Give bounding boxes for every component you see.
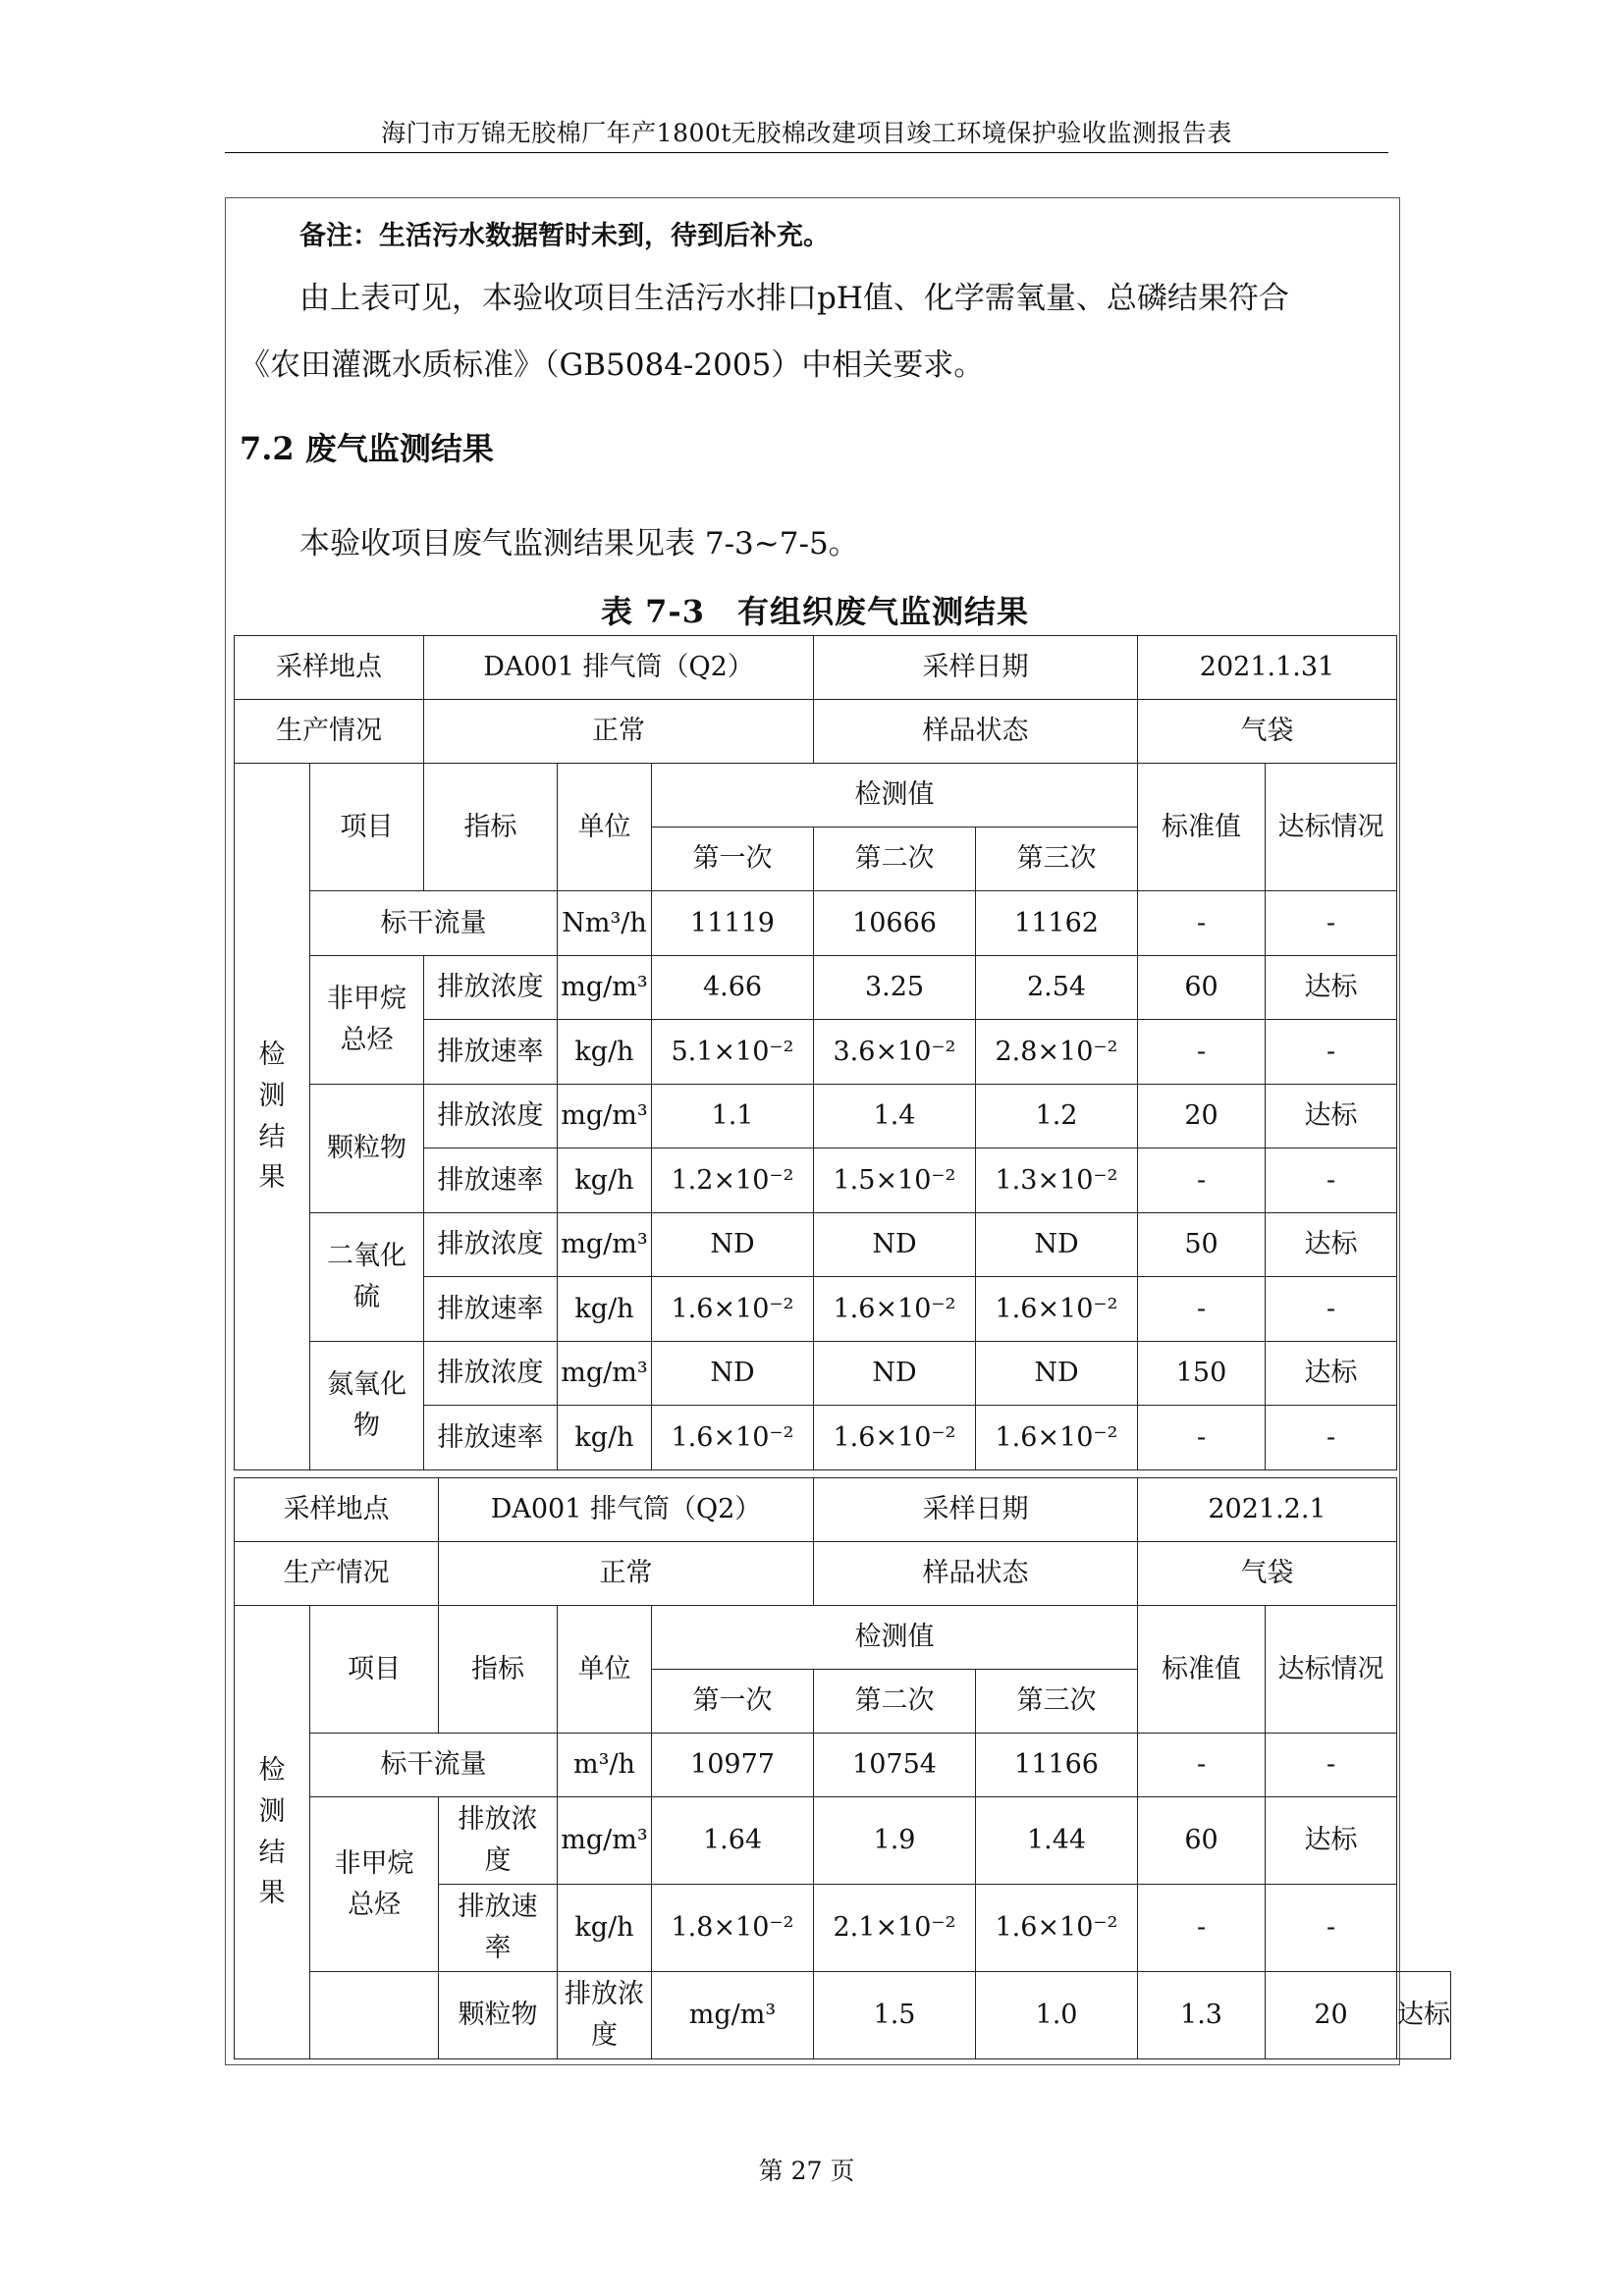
cell-v2: 1.6×10⁻² <box>814 1277 976 1342</box>
results-table-2 <box>234 1477 1451 2059</box>
table-row <box>235 1213 1397 1277</box>
empty-cell <box>310 1972 439 2059</box>
cell-v3: 11166 <box>976 1734 1138 1797</box>
date-label: 采样日期 <box>814 636 1138 700</box>
page-header: 海门市万锦无胶棉厂年产1800t无胶棉改建项目竣工环境保护验收监测报告表 <box>381 119 1232 147</box>
index-rate: 排放速率 <box>424 1277 558 1342</box>
pollutant-name: 非甲烷 总烃 <box>310 956 424 1085</box>
index-conc: 排放浓 度 <box>439 1797 558 1885</box>
header-rule <box>225 152 1388 153</box>
cell-v3: 1.2 <box>976 1085 1138 1148</box>
cell-v3: 1.6×10⁻² <box>976 1277 1138 1342</box>
cell-v1: 1.5 <box>814 1972 976 2059</box>
cell-v2: 1.0 <box>976 1972 1138 2059</box>
date-value: 2021.1.31 <box>1138 636 1397 700</box>
cell-std: - <box>1138 1277 1266 1342</box>
pollutant-name: 颗粒物 <box>439 1972 558 2059</box>
cell-v1: 1.64 <box>652 1797 814 1885</box>
index-header: 指标 <box>439 1606 558 1734</box>
sample-state-value: 气袋 <box>1138 1542 1397 1606</box>
index-conc: 排放浓度 <box>424 1342 558 1406</box>
cell-comply: 达标 <box>1266 956 1397 1020</box>
cell-std: - <box>1138 1020 1266 1085</box>
cell-v1: 1.8×10⁻² <box>652 1885 814 1972</box>
cell-comply: 达标 <box>1266 1213 1397 1277</box>
cell-v3: ND <box>976 1213 1138 1277</box>
cell-unit: mg/m³ <box>558 956 652 1020</box>
flow-label: 标干流量 <box>310 1734 558 1797</box>
pollutant-name: 非甲烷 总烃 <box>310 1797 439 1972</box>
index-conc: 排放浓度 <box>424 1213 558 1277</box>
cell-std: - <box>1138 1406 1266 1470</box>
cell-unit: kg/h <box>558 1885 652 1972</box>
site-value: DA001 排气筒（Q2） <box>439 1478 814 1542</box>
third-header: 第三次 <box>976 828 1138 891</box>
cell-unit: mg/m³ <box>558 1213 652 1277</box>
cell-unit: m³/h <box>558 1734 652 1797</box>
cell-v2: 3.25 <box>814 956 976 1020</box>
cell-unit: mg/m³ <box>558 1085 652 1148</box>
cell-std: 50 <box>1138 1213 1266 1277</box>
third-header: 第三次 <box>976 1670 1138 1734</box>
cell-v1: 10977 <box>652 1734 814 1797</box>
cell-v3: 2.8×10⁻² <box>976 1020 1138 1085</box>
site-value: DA001 排气筒（Q2） <box>424 636 814 700</box>
cell-unit: kg/h <box>558 1277 652 1342</box>
unit-header: 单位 <box>558 764 652 891</box>
first-header: 第一次 <box>652 828 814 891</box>
index-rate: 排放速率 <box>424 1020 558 1085</box>
cell-std: - <box>1138 891 1266 956</box>
cell-v3: 1.44 <box>976 1797 1138 1885</box>
cell-v2: 10666 <box>814 891 976 956</box>
standard-header: 标准值 <box>1138 764 1266 891</box>
cell-comply: - <box>1266 1734 1397 1797</box>
cell-comply: - <box>1266 1406 1397 1470</box>
measured-header: 检测值 <box>652 1606 1138 1670</box>
paragraph-2: 《农田灌溉水质标准》（GB5084-2005）中相关要求。 <box>240 347 985 383</box>
unit-header: 单位 <box>558 1606 652 1734</box>
flow-label: 标干流量 <box>310 891 558 956</box>
section-heading: 7.2 废气监测结果 <box>240 430 494 467</box>
cell-std: - <box>1138 1148 1266 1213</box>
table-row <box>235 956 1397 1020</box>
cell-v2: 2.1×10⁻² <box>814 1885 976 1972</box>
index-rate: 排放速率 <box>424 1148 558 1213</box>
site-label: 采样地点 <box>235 1478 439 1542</box>
cell-v1: 1.1 <box>652 1085 814 1148</box>
cell-v1: 4.66 <box>652 956 814 1020</box>
cell-comply: 达标 <box>1266 1797 1397 1885</box>
table-row <box>235 891 1397 956</box>
paragraph-1: 由上表可见，本验收项目生活污水排口pH值、化学需氧量、总磷结果符合 <box>299 281 1289 316</box>
cell-v3: 1.3 <box>1138 1972 1266 2059</box>
cell-v1: ND <box>652 1213 814 1277</box>
cell-std: 60 <box>1138 1797 1266 1885</box>
cell-v1: ND <box>652 1342 814 1406</box>
result-side-label: 检 测 结 果 <box>235 1606 310 2059</box>
production-label: 生产情况 <box>235 700 424 764</box>
cell-comply: - <box>1266 891 1397 956</box>
cell-v3: ND <box>976 1342 1138 1406</box>
cell-v2: 3.6×10⁻² <box>814 1020 976 1085</box>
cell-comply: - <box>1266 1277 1397 1342</box>
result-side-label: 检 测 结 果 <box>235 764 310 1470</box>
comply-header: 达标情况 <box>1266 1606 1397 1734</box>
cell-comply: - <box>1266 1885 1397 1972</box>
cell-v3: 1.3×10⁻² <box>976 1148 1138 1213</box>
table-row <box>235 1342 1397 1406</box>
second-header: 第二次 <box>814 828 976 891</box>
cell-unit: mg/m³ <box>558 1797 652 1885</box>
cell-v2: 1.9 <box>814 1797 976 1885</box>
item-header: 项目 <box>310 1606 439 1734</box>
index-rate: 排放速 率 <box>439 1885 558 1972</box>
pollutant-name: 氮氧化 物 <box>310 1342 424 1470</box>
sample-state-label: 样品状态 <box>814 1542 1138 1606</box>
cell-v2: 10754 <box>814 1734 976 1797</box>
cell-comply: 达标 <box>1266 1342 1397 1406</box>
cell-comply: 达标 <box>1397 1972 1451 2059</box>
cell-v2: 1.4 <box>814 1085 976 1148</box>
cell-unit: Nm³/h <box>558 891 652 956</box>
cell-unit: mg/m³ <box>558 1342 652 1406</box>
second-header: 第二次 <box>814 1670 976 1734</box>
production-value: 正常 <box>424 700 814 764</box>
cell-std: 150 <box>1138 1342 1266 1406</box>
cell-v2: ND <box>814 1342 976 1406</box>
cell-unit: kg/h <box>558 1406 652 1470</box>
cell-std: 60 <box>1138 956 1266 1020</box>
cell-std: - <box>1138 1734 1266 1797</box>
cell-v1: 11119 <box>652 891 814 956</box>
cell-std: - <box>1138 1885 1266 1972</box>
note: 备注：生活污水数据暂时未到，待到后补充。 <box>299 221 830 251</box>
cell-unit: kg/h <box>558 1020 652 1085</box>
table-row <box>235 1797 1451 1885</box>
cell-v1: 1.6×10⁻² <box>652 1277 814 1342</box>
site-label: 采样地点 <box>235 636 424 700</box>
date-label: 采样日期 <box>814 1478 1138 1542</box>
cell-unit: kg/h <box>558 1148 652 1213</box>
cell-v1: 1.2×10⁻² <box>652 1148 814 1213</box>
page-number: 第 27 页 <box>758 2157 855 2185</box>
comply-header: 达标情况 <box>1266 764 1397 891</box>
paragraph-3: 本验收项目废气监测结果见表 7-3~7-5。 <box>299 526 859 561</box>
index-conc: 排放浓度 <box>424 1085 558 1148</box>
first-header: 第一次 <box>652 1670 814 1734</box>
cell-v3: 2.54 <box>976 956 1138 1020</box>
cell-unit: mg/m³ <box>652 1972 814 2059</box>
date-value: 2021.2.1 <box>1138 1478 1397 1542</box>
table-row <box>235 1085 1397 1148</box>
results-table-1 <box>234 635 1397 1470</box>
index-rate: 排放速率 <box>424 1406 558 1470</box>
table-caption: 表 7-3 有组织废气监测结果 <box>601 593 1029 630</box>
cell-std: 20 <box>1266 1972 1397 2059</box>
cell-comply: - <box>1266 1020 1397 1085</box>
table-row <box>235 1972 1451 2059</box>
cell-v1: 5.1×10⁻² <box>652 1020 814 1085</box>
sample-state-value: 气袋 <box>1138 700 1397 764</box>
pollutant-name: 颗粒物 <box>310 1085 424 1213</box>
production-label: 生产情况 <box>235 1542 439 1606</box>
cell-comply: 达标 <box>1266 1085 1397 1148</box>
cell-v2: ND <box>814 1213 976 1277</box>
table-row <box>235 1734 1451 1797</box>
sample-state-label: 样品状态 <box>814 700 1138 764</box>
cell-v2: 1.5×10⁻² <box>814 1148 976 1213</box>
index-conc: 排放浓 度 <box>558 1972 652 2059</box>
production-value: 正常 <box>439 1542 814 1606</box>
cell-v3: 1.6×10⁻² <box>976 1406 1138 1470</box>
cell-v3: 11162 <box>976 891 1138 956</box>
measured-header: 检测值 <box>652 764 1138 828</box>
cell-std: 20 <box>1138 1085 1266 1148</box>
cell-v2: 1.6×10⁻² <box>814 1406 976 1470</box>
standard-header: 标准值 <box>1138 1606 1266 1734</box>
index-conc: 排放浓度 <box>424 956 558 1020</box>
cell-comply: - <box>1266 1148 1397 1213</box>
index-header: 指标 <box>424 764 558 891</box>
cell-v1: 1.6×10⁻² <box>652 1406 814 1470</box>
item-header: 项目 <box>310 764 424 891</box>
pollutant-name: 二氧化 硫 <box>310 1213 424 1342</box>
cell-v3: 1.6×10⁻² <box>976 1885 1138 1972</box>
